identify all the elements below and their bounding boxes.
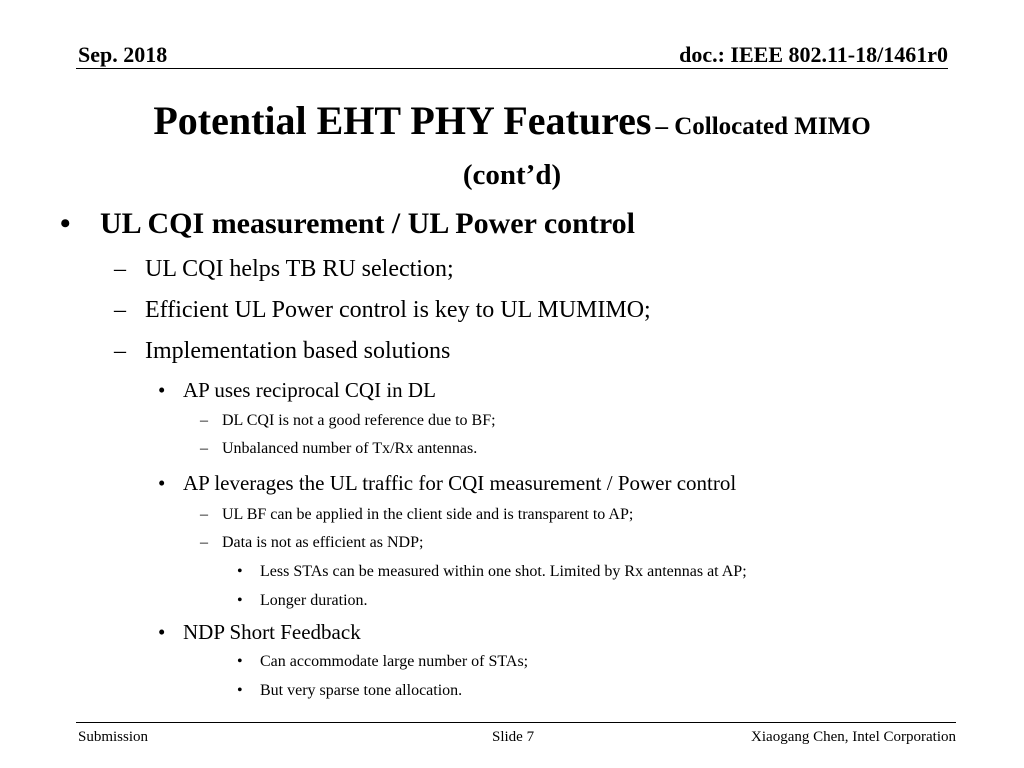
bullet-marker: • xyxy=(60,207,71,240)
list-item-text: Can accommodate large number of STAs; xyxy=(260,653,529,670)
footer-author: Xiaogang Chen, Intel Corporation xyxy=(751,729,956,745)
dash-marker: – xyxy=(114,256,126,282)
list-item-text: But very sparse tone allocation. xyxy=(260,682,463,699)
dash-marker: – xyxy=(200,534,208,551)
slide-title xyxy=(60,96,964,195)
title-subtitle: – Collocated MIMO xyxy=(655,113,871,140)
bullet-marker: • xyxy=(237,653,243,670)
header-divider xyxy=(76,68,948,69)
list-item-text: Unbalanced number of Tx/Rx antennas. xyxy=(222,440,478,457)
bullet-marker: • xyxy=(237,682,243,699)
list-item-text: Implementation based solutions xyxy=(145,338,451,364)
title-main: Potential EHT PHY Features xyxy=(153,98,652,143)
list-item-text: Less STAs can be measured within one shot. Limited by Rx antennas at AP; xyxy=(260,563,747,580)
bullet-marker: • xyxy=(158,620,166,644)
list-item-text: Efficient UL Power control is key to UL MUMIMO; xyxy=(145,297,651,323)
header-date: Sep. 2018 xyxy=(78,42,168,67)
list-item-text: Data is not as efficient as NDP; xyxy=(222,534,424,551)
dash-marker: – xyxy=(200,412,208,429)
list-item-text: AP uses reciprocal CQI in DL xyxy=(183,378,436,402)
bullet-marker: • xyxy=(158,378,166,402)
title-continued: (cont’d) xyxy=(462,159,562,191)
footer-submission: Submission xyxy=(78,729,149,745)
footer-slide-number: Slide 7 xyxy=(492,729,535,745)
dash-marker: – xyxy=(114,297,126,323)
bullet-heading-text: UL CQI measurement / UL Power control xyxy=(100,207,635,240)
header-doc-id: doc.: IEEE 802.11-18/1461r0 xyxy=(679,42,948,67)
dash-marker: – xyxy=(114,338,126,364)
list-item-text: UL BF can be applied in the client side and is transparent to AP; xyxy=(222,506,634,523)
dash-marker: – xyxy=(200,506,208,523)
footer-divider xyxy=(76,722,956,723)
dash-marker: – xyxy=(200,440,208,457)
list-item-text: DL CQI is not a good reference due to BF; xyxy=(222,412,496,429)
bullet-marker: • xyxy=(158,471,166,495)
bullet-marker: • xyxy=(237,592,243,609)
list-item-text: NDP Short Feedback xyxy=(183,620,361,644)
bullet-marker: • xyxy=(237,563,243,580)
list-item-text: Longer duration. xyxy=(260,592,368,609)
list-item-text: UL CQI helps TB RU selection; xyxy=(145,256,454,282)
list-item-text: AP leverages the UL traffic for CQI measurement / Power control xyxy=(183,471,737,495)
